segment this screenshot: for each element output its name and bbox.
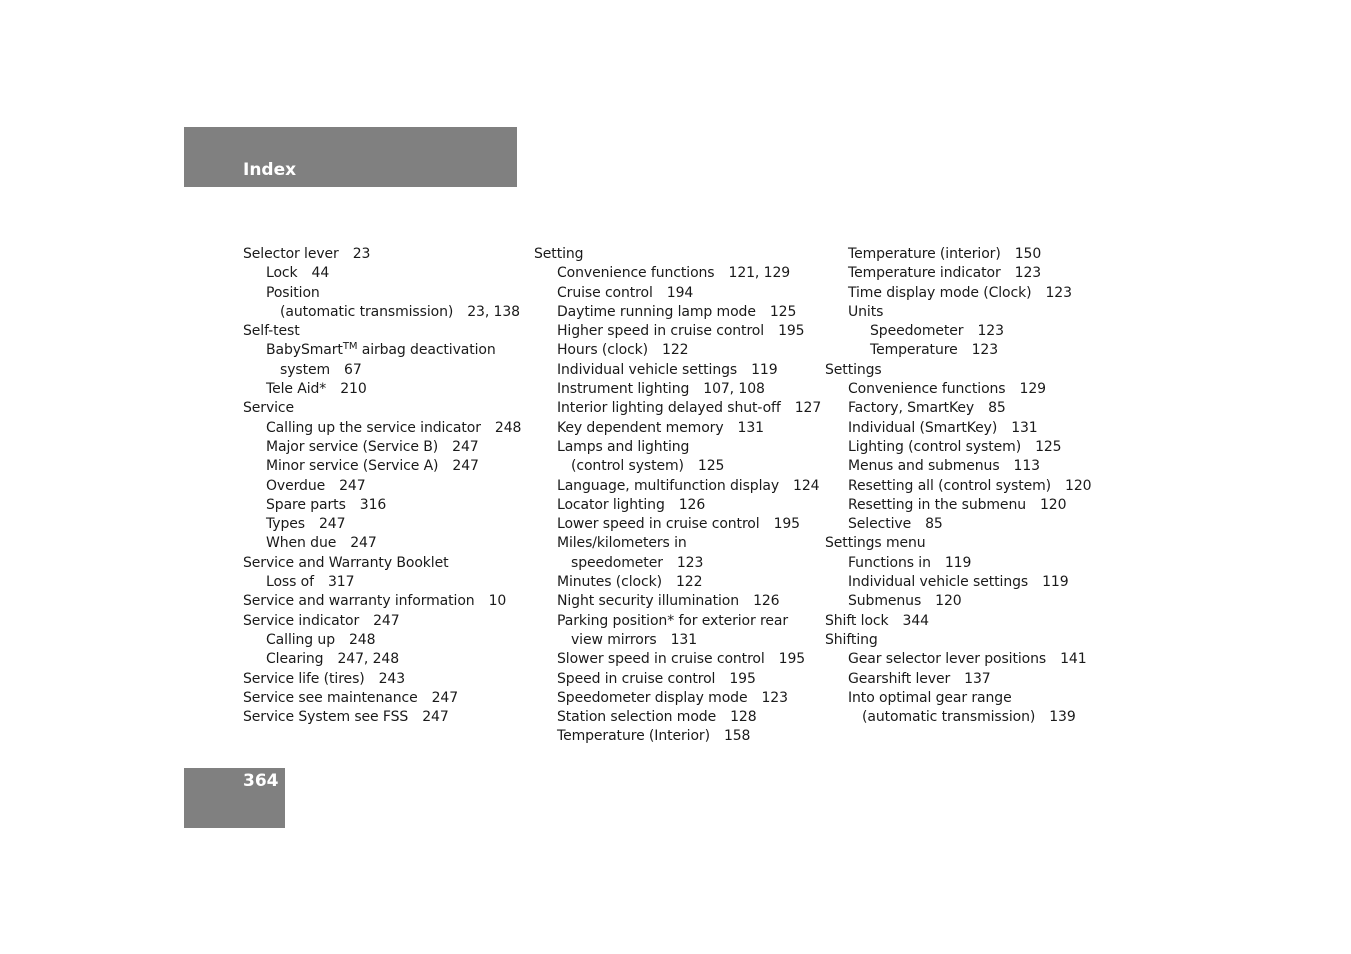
index-page-ref[interactable]: 141	[1060, 651, 1087, 668]
index-entry	[243, 496, 521, 515]
index-entry	[825, 554, 1091, 573]
index-entry	[243, 612, 521, 631]
index-term: Service indicator	[243, 612, 360, 629]
index-page-ref[interactable]: 247, 248	[337, 651, 400, 668]
index-entry	[534, 341, 821, 360]
index-entry	[243, 631, 521, 650]
index-page-ref[interactable]: 195	[773, 516, 800, 533]
index-entry	[825, 457, 1091, 476]
index-page-ref[interactable]: 131	[670, 631, 698, 648]
index-entry	[534, 361, 821, 380]
index-entry	[243, 245, 521, 264]
index-page-ref[interactable]: 10	[488, 593, 507, 610]
index-term: Gear selector lever positions	[848, 651, 1047, 668]
index-term: Selective	[848, 516, 912, 533]
index-page-ref[interactable]: 247	[373, 612, 400, 629]
index-entry	[825, 670, 1091, 689]
index-entry	[825, 477, 1091, 496]
index-page-ref[interactable]: 122	[662, 342, 689, 359]
index-term: Temperature (Interior)	[557, 728, 710, 745]
index-term: Calling up	[266, 631, 335, 648]
index-term: Service System see FSS	[243, 709, 409, 726]
index-entry	[243, 438, 521, 457]
page-title: Index	[243, 160, 297, 180]
index-page-ref[interactable]: 119	[1042, 574, 1069, 591]
index-entry	[534, 399, 821, 418]
index-term: (automatic transmission)	[862, 709, 1036, 726]
index-entry	[825, 650, 1091, 669]
index-page-ref[interactable]: 194	[666, 284, 694, 301]
index-entry	[534, 380, 821, 399]
index-page-ref[interactable]: 123	[676, 554, 704, 571]
index-page-ref[interactable]: 120	[1040, 496, 1067, 513]
index-page-ref[interactable]: 124	[793, 477, 820, 494]
index-entry	[243, 534, 521, 553]
index-term: Shifting	[825, 631, 878, 648]
index-page-ref[interactable]: 131	[737, 419, 764, 436]
index-page-ref[interactable]: 123	[1014, 265, 1042, 282]
index-entry	[243, 322, 521, 341]
index-term: Service and warranty information	[243, 593, 475, 610]
index-page-ref[interactable]: 125	[1035, 438, 1062, 455]
index-entry	[243, 419, 521, 438]
index-page-ref[interactable]: 247	[318, 516, 346, 533]
index-term: Hours (clock)	[557, 342, 649, 359]
index-term: Calling up the service indicator	[266, 419, 481, 436]
index-page-ref[interactable]: 128	[730, 709, 757, 726]
index-entry	[534, 534, 821, 553]
index-term: Gearshift lever	[848, 670, 951, 687]
index-page-ref[interactable]: 122	[675, 574, 703, 591]
index-page-ref[interactable]: 248	[494, 419, 522, 436]
index-term: Major service (Service B)	[266, 438, 439, 455]
index-entry	[243, 592, 521, 611]
index-page-ref[interactable]: 344	[902, 612, 929, 629]
index-entry	[534, 592, 821, 611]
index-term: Service and Warranty Booklet	[243, 554, 449, 571]
index-term: Submenus	[848, 593, 922, 610]
index-entry	[243, 477, 521, 496]
index-page-ref[interactable]: 113	[1013, 458, 1040, 475]
index-page-ref[interactable]: 247	[452, 438, 479, 455]
index-page-ref[interactable]: 248	[349, 631, 376, 648]
index-term: Lock	[266, 265, 298, 282]
index-page-ref[interactable]: 137	[964, 670, 991, 687]
index-entry	[243, 457, 521, 476]
index-page-ref[interactable]: 44	[311, 265, 330, 282]
index-entry	[534, 419, 821, 438]
index-term: Setting	[534, 246, 584, 262]
index-term: Night security illumination	[557, 593, 740, 610]
index-entry	[534, 284, 821, 303]
index-page-ref[interactable]: 120	[1065, 477, 1092, 494]
index-term: Service	[243, 400, 295, 417]
index-entry	[534, 573, 821, 592]
index-page-ref[interactable]: 23, 138	[467, 303, 520, 320]
index-term-superscript: TM	[342, 341, 358, 353]
index-page-ref[interactable]: 247	[431, 689, 459, 706]
index-term: Locator lighting	[557, 496, 665, 513]
index-term: Cruise control	[557, 284, 653, 301]
index-term: (automatic transmission)	[280, 303, 454, 320]
index-header-bar	[184, 127, 517, 187]
index-entry	[534, 477, 821, 496]
index-page-ref[interactable]: 139	[1049, 709, 1076, 726]
index-page-ref[interactable]: 125	[769, 303, 797, 320]
index-term: Temperature (interior)	[848, 246, 1001, 262]
index-term: Menus and submenus	[848, 458, 1000, 475]
index-entry	[825, 573, 1091, 592]
index-term: Minutes (clock)	[557, 574, 662, 591]
index-page-ref[interactable]: 123	[971, 342, 999, 359]
index-page-ref[interactable]: 125	[697, 458, 725, 475]
index-term: speedometer	[571, 554, 663, 571]
index-entry	[825, 534, 1091, 553]
index-entry	[825, 438, 1091, 457]
index-term: Loss of	[266, 574, 314, 591]
index-page-ref[interactable]: 126	[678, 496, 706, 513]
index-term: Lower speed in cruise control	[557, 516, 760, 533]
index-term: Resetting all (control system)	[848, 477, 1052, 494]
index-entry	[534, 670, 821, 689]
index-page-ref[interactable]: 247	[452, 458, 479, 475]
index-term: Overdue	[266, 477, 326, 494]
index-entry	[825, 631, 1091, 650]
index-term: Shift lock	[825, 612, 889, 629]
index-column-2	[534, 245, 821, 747]
index-entry	[534, 650, 821, 669]
index-page-ref[interactable]: 85	[925, 516, 943, 533]
index-entry	[534, 245, 821, 264]
index-term: Speed in cruise control	[557, 670, 716, 687]
index-entry	[825, 361, 1091, 380]
index-entry	[243, 380, 521, 399]
index-term: Settings menu	[825, 535, 926, 552]
index-term: Parking position* for exterior rear	[557, 612, 789, 629]
index-term: Settings	[825, 361, 882, 378]
index-term: Lighting (control system)	[848, 438, 1022, 455]
index-term: Service see maintenance	[243, 689, 418, 706]
index-entry	[825, 515, 1091, 534]
index-entry	[825, 322, 1091, 341]
index-term: Individual vehicle settings	[557, 361, 738, 378]
index-entry	[825, 496, 1091, 515]
index-term: Individual (SmartKey)	[848, 419, 998, 436]
index-entry	[243, 341, 521, 360]
index-entry	[534, 727, 821, 746]
index-entry	[825, 264, 1091, 283]
index-entry	[243, 264, 521, 283]
index-term: Minor service (Service A)	[266, 458, 439, 475]
index-entry	[825, 284, 1091, 303]
index-term: Convenience functions	[848, 381, 1006, 398]
index-entry	[825, 399, 1091, 418]
index-entry	[243, 689, 521, 708]
index-entry	[534, 457, 821, 476]
index-term: Resetting in the submenu	[848, 496, 1026, 513]
index-page-ref[interactable]: 195	[729, 670, 756, 687]
index-entry	[243, 399, 521, 418]
index-entry	[825, 708, 1091, 727]
index-page-ref[interactable]: 195	[778, 323, 805, 340]
index-entry	[534, 322, 821, 341]
index-term: Speedometer	[870, 323, 964, 340]
index-term: Individual vehicle settings	[848, 574, 1029, 591]
index-page-ref[interactable]: 317	[327, 574, 355, 591]
index-page-ref[interactable]: 67	[344, 361, 362, 378]
index-term: Instrument lighting	[557, 381, 690, 398]
index-page-ref[interactable]: 123	[761, 689, 788, 706]
index-column-1	[243, 245, 521, 727]
index-term: Clearing	[266, 651, 324, 668]
index-term: Miles/kilometers in	[557, 535, 687, 552]
index-term: Functions in	[848, 554, 931, 571]
index-page-ref[interactable]: 247	[339, 477, 366, 494]
index-entry	[825, 689, 1091, 708]
index-page-ref[interactable]: 150	[1014, 246, 1042, 262]
index-page-ref[interactable]: 119	[751, 361, 778, 378]
index-page-ref[interactable]: 247	[422, 709, 449, 726]
index-term: Interior lighting delayed shut-off	[557, 400, 781, 417]
index-page-ref[interactable]: 243	[378, 670, 406, 687]
index-entry	[534, 612, 821, 631]
index-term-suffix: airbag deactivation	[357, 342, 496, 359]
index-term: Convenience functions	[557, 265, 715, 282]
index-term: BabySmart	[266, 342, 343, 359]
index-page-ref[interactable]: 119	[944, 554, 972, 571]
index-entry	[243, 361, 521, 380]
index-entry	[534, 303, 821, 322]
index-term: Lamps and lighting	[557, 438, 690, 455]
index-entry	[243, 670, 521, 689]
index-term: Self-test	[243, 323, 300, 340]
index-entry	[825, 419, 1091, 438]
index-term: Spare parts	[266, 496, 346, 513]
index-term: Position	[266, 284, 320, 301]
index-entry	[534, 708, 821, 727]
index-entry	[534, 631, 821, 650]
index-term: Types	[266, 516, 305, 533]
index-term: Into optimal gear range	[848, 689, 1012, 706]
index-term: Language, multifunction display	[557, 477, 780, 494]
index-page-ref[interactable]: 131	[1011, 419, 1038, 436]
index-term: Slower speed in cruise control	[557, 651, 765, 668]
index-entry	[825, 592, 1091, 611]
index-page-ref[interactable]: 316	[359, 496, 387, 513]
index-entry	[825, 612, 1091, 631]
index-column-3	[825, 245, 1091, 727]
index-term: view mirrors	[571, 631, 657, 648]
index-entry	[243, 708, 521, 727]
index-term: Selector lever	[243, 246, 339, 262]
index-page-ref[interactable]: 129	[1019, 381, 1046, 398]
index-entry	[825, 380, 1091, 399]
index-page-ref[interactable]: 195	[778, 651, 806, 668]
index-term: When due	[266, 535, 337, 552]
index-term: Station selection mode	[557, 709, 717, 726]
index-term: Daytime running lamp mode	[557, 303, 756, 320]
index-page-ref[interactable]: 23	[352, 246, 371, 262]
index-entry	[243, 573, 521, 592]
index-page-ref[interactable]: 127	[794, 400, 822, 417]
index-entry	[243, 284, 521, 303]
index-term: Speedometer display mode	[557, 689, 748, 706]
index-term: system	[280, 361, 331, 378]
index-entry	[534, 689, 821, 708]
index-page-ref[interactable]: 107, 108	[703, 381, 765, 398]
index-term: Units	[848, 303, 884, 320]
page-number-tab	[184, 768, 285, 828]
index-entry	[534, 496, 821, 515]
index-page-ref[interactable]: 123	[1045, 284, 1072, 301]
index-page-ref[interactable]: 120	[935, 593, 962, 610]
index-entry	[534, 438, 821, 457]
index-term: Service life (tires)	[243, 670, 365, 687]
index-entry	[825, 303, 1091, 322]
index-term: Temperature indicator	[848, 265, 1001, 282]
page-number: 364	[243, 771, 279, 791]
index-entry	[243, 515, 521, 534]
index-term: Time display mode (Clock)	[848, 284, 1032, 301]
index-page-ref[interactable]: 121, 129	[728, 265, 791, 282]
index-page-ref[interactable]: 158	[723, 728, 751, 745]
index-entry	[825, 341, 1091, 360]
index-entry	[243, 650, 521, 669]
index-term: Tele Aid*	[266, 381, 327, 398]
index-term: Higher speed in cruise control	[557, 323, 765, 340]
index-term: Key dependent memory	[557, 419, 724, 436]
index-term: Temperature	[870, 342, 958, 359]
index-term: (control system)	[571, 458, 684, 475]
index-entry	[534, 554, 821, 573]
index-page-ref[interactable]: 85	[988, 400, 1006, 417]
index-term: Factory, SmartKey	[848, 400, 975, 417]
index-entry	[243, 303, 521, 322]
index-page-ref[interactable]: 247	[350, 535, 377, 552]
index-entry	[825, 245, 1091, 264]
index-entry	[243, 554, 521, 573]
index-page-ref[interactable]: 123	[977, 323, 1004, 340]
index-entry	[534, 515, 821, 534]
index-entry	[534, 264, 821, 283]
index-page-ref[interactable]: 210	[340, 381, 367, 398]
index-page-ref[interactable]: 126	[753, 593, 780, 610]
